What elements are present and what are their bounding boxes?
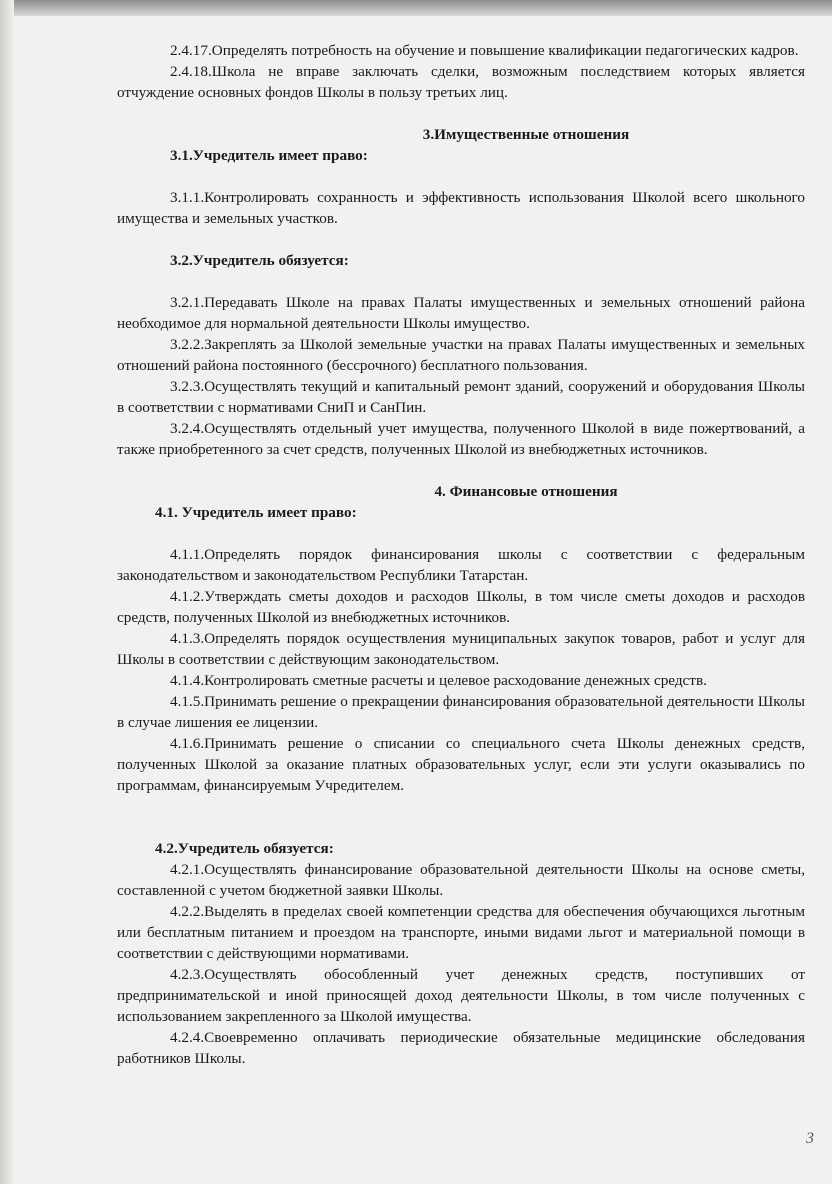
paragraph-3-2-3: 3.2.3.Осуществлять текущий и капитальный ремонт зданий, сооружений и оборудования Школы в соответствии с нормативами СниП и СанПин. [117, 378, 805, 416]
paragraph-3-2-2: 3.2.2.Закреплять за Школой земельные участки на правах Палаты имущественных и земельных отношений района постоянного (бессрочного) бесплатного пользования. [117, 336, 805, 374]
paragraph-4-1-3: 4.1.3.Определять порядок осуществления муниципальных закупок товаров, работ и услуг для Школы в соответствии с действующим законодательством. [117, 630, 805, 668]
paragraph-4-1-5: 4.1.5.Принимать решение о прекращении финансирования образовательной деятельности Школы в случае лишения ее лицензии. [117, 693, 805, 731]
paragraph-4-2-4: 4.2.4.Своевременно оплачивать периодические обязательные медицинские обследования работников Школы. [117, 1029, 805, 1067]
paragraph-2-4-17: 2.4.17.Определять потребность на обучение и повышение квалификации педагогических кадров. [170, 42, 799, 59]
subsection-4-2-title: 4.2.Учредитель обязуется: [155, 840, 334, 857]
section-4-title: 4. Финансовые отношения [434, 483, 618, 500]
subsection-3-1-title: 3.1.Учредитель имеет право: [170, 147, 368, 164]
document-page [117, 40, 805, 1069]
paragraph-3-2-1: 3.2.1.Передавать Школе на правах Палаты имущественных и земельных отношений района необходимое для нормальной деятельности Школы имущество. [117, 294, 805, 332]
section-3-title: 3.Имущественные отношения [422, 126, 630, 143]
paragraph-4-2-1: 4.2.1.Осуществлять финансирование образовательной деятельности Школы на основе сметы, составленной с учетом бюджетной заявки Школы. [117, 861, 805, 899]
scan-top-edge [0, 0, 832, 16]
subsection-4-1-title: 4.1. Учредитель имеет право: [155, 504, 357, 521]
paragraph-4-1-4: 4.1.4.Контролировать сметные расчеты и целевое расходование денежных средств. [170, 672, 707, 689]
scan-left-edge [0, 0, 14, 1184]
page-number: 3 [806, 1130, 814, 1147]
paragraph-2-4-18: 2.4.18.Школа не вправе заключать сделки, возможным последствием которых является отчуждение основных фондов Школы в пользу третьих лиц. [117, 63, 805, 101]
paragraph-4-1-2: 4.1.2.Утверждать сметы доходов и расходов Школы, в том числе сметы доходов и расходов средств, полученных Школой из внебюджетных источников. [117, 588, 805, 626]
paragraph-4-1-6: 4.1.6.Принимать решение о списании со специального счета Школы денежных средств, полученных Школой за оказание платных образовательных услуг, если эти услуги оказывались по программам, финансируемым Учредителем. [117, 735, 805, 794]
paragraph-4-2-3: 4.2.3.Осуществлять обособленный учет денежных средств, поступивших от предпринимательской и иной приносящей доход деятельности Школы, в том числе полученных с использованием закрепленного за Школой имущества. [117, 966, 805, 1025]
paragraph-3-1-1: 3.1.1.Контролировать сохранность и эффективность использования Школой всего школьного имущества и земельных участков. [117, 189, 805, 227]
subsection-3-2-title: 3.2.Учредитель обязуется: [170, 252, 349, 269]
paragraph-4-2-2: 4.2.2.Выделять в пределах своей компетенции средства для обеспечения обучающихся льготным или бесплатным питанием и проездом на транспорте, иными видами льгот и материальной помощи в соответствии с действующими нормативами. [117, 903, 805, 962]
paragraph-3-2-4: 3.2.4.Осуществлять отдельный учет имущества, полученного Школой в виде пожертвований, а также приобретенного за счет средств, полученных Школой из внебюджетных источников. [117, 420, 805, 458]
paragraph-4-1-1: 4.1.1.Определять порядок финансирования школы с соответствии с федеральным законодательством и законодательством Республики Татарстан. [117, 546, 805, 584]
